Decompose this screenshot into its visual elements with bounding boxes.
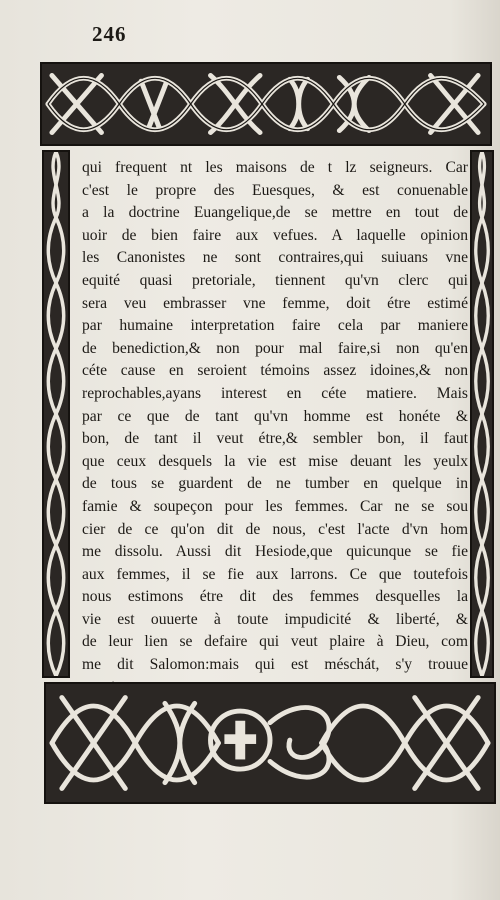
text-line: uoir de bien faire aux vefues. A laquelle opinion	[82, 226, 468, 244]
text-line: par humaine interpretation faire cela par maniere	[82, 317, 468, 335]
knotwork-bottom-icon	[46, 684, 494, 802]
body-text	[82, 157, 468, 699]
text-line: que ceux desquels la vie est mise deuant les yeulx	[82, 452, 468, 470]
text-line: bon, de tant il veut étre,& sembler bon, il faut	[82, 430, 468, 448]
knotwork-right-icon	[472, 152, 492, 676]
text-line: famie & soupeçon pour les femmes. Car ne se sou	[82, 497, 468, 515]
left-ornament-column	[42, 150, 70, 678]
text-line: nous estimons étre dit des femmes desquelles la	[82, 588, 468, 606]
text-line: de leur lien se defaire qui veut plaire à Dieu, com	[82, 633, 468, 651]
text-line: me dissolu. Aussi dit Hesiode,que quicunque se fie	[82, 543, 468, 561]
text-line: reprochables,ayans interest en céte matiere. Mais	[82, 384, 468, 402]
bottom-ornament-band	[44, 682, 496, 804]
text-line: equité quasi pretoriale, tiennent qu'vn clerc qui	[82, 271, 468, 289]
text-line: a la doctrine Euangelique,de se mettre en tout de	[82, 204, 468, 222]
text-line: sera veu embrasser vne femme, doit étre estimé	[82, 294, 468, 312]
text-line: aux femmes, il se fie aux larrons. Ce que toutefois	[82, 565, 468, 583]
knotwork-top-icon	[42, 64, 490, 144]
text-line: les Canonistes ne sont contraires,qui suiuans vne	[82, 249, 468, 267]
text-line: de tous se guardent de ne tumber en quelque in	[82, 475, 468, 493]
text-line: de benediction,& non pour mal faire,si non qu'en	[82, 339, 468, 357]
text-line: me dit Salomon:mais qui est méschát, s'y trouue	[82, 656, 468, 674]
knotwork-left-icon	[44, 152, 68, 676]
text-line: cier de ce qu'on dit de nous, c'est l'acte d'vn hom	[82, 520, 468, 538]
text-line: céte cause en seroient témoins assez idoines,& non	[82, 362, 468, 380]
text-line: c'est le propre des Euesques, & est conuenable	[82, 181, 468, 199]
text-line: qui frequent nt les maisons de t lz seigneurs. Car	[82, 159, 468, 176]
page-number: 246	[92, 22, 127, 46]
right-ornament-column	[470, 150, 494, 678]
text-line: par ce que de tant qu'vn homme est honéte &	[82, 407, 468, 425]
text-line: vie est ouuerte à toute impudicité & liberté, &	[82, 610, 468, 628]
top-ornament-band	[40, 62, 492, 146]
